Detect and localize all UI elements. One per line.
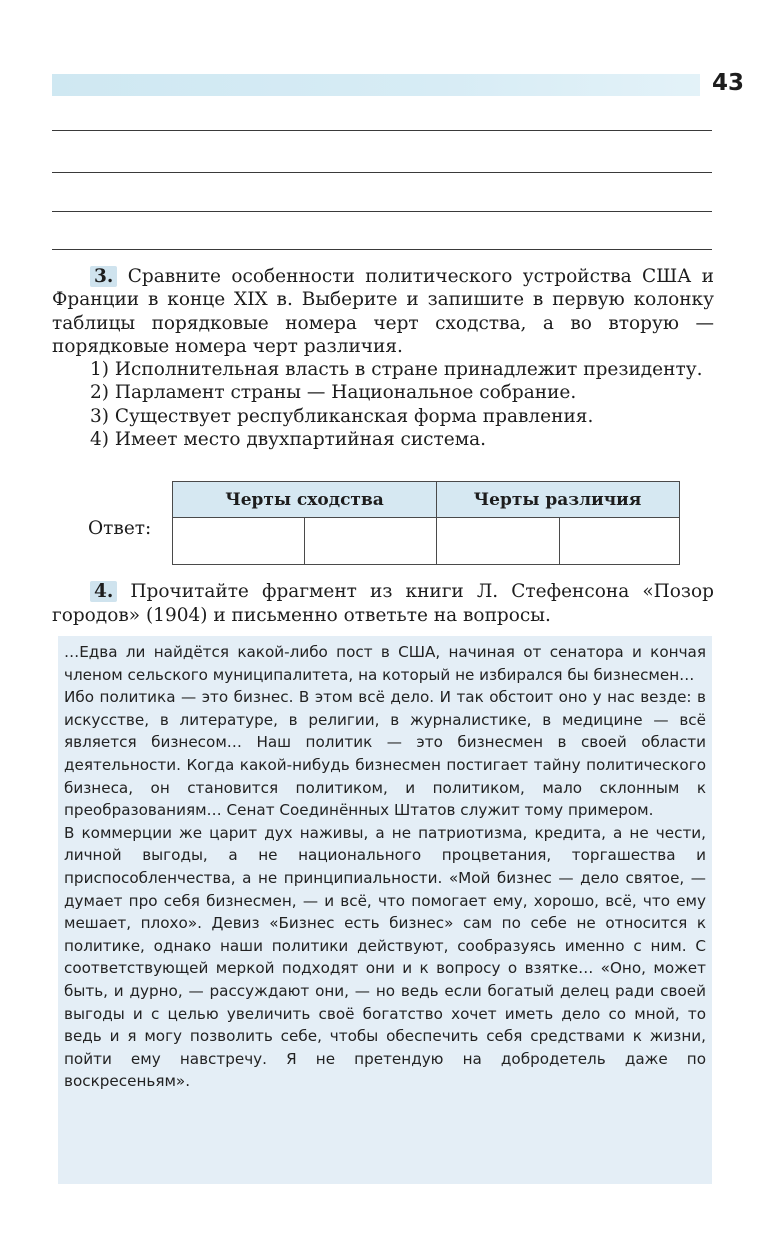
quote-paragraph: …Едва ли найдётся какой-либо пост в США, начиная от сенатора и кончая членом сельского муниципалитета, на который не избирался бы бизнесмен… <box>64 643 706 684</box>
task-3-item: 2) Парламент страны — Национальное собрание. <box>90 382 577 404</box>
task-4 <box>52 580 714 628</box>
task-4-intro <box>52 580 714 628</box>
task-3-item: 4) Имеет место двухпартийная система. <box>90 429 487 451</box>
answer-line[interactable] <box>52 211 712 212</box>
answer-line[interactable] <box>52 249 712 250</box>
header-differences: Черты различия <box>473 490 642 510</box>
task-number: 4. <box>90 581 117 602</box>
header-similarities: Черты сходства <box>225 490 384 510</box>
page-number: 43 <box>712 70 745 96</box>
answer-label: Ответ: <box>88 518 152 539</box>
task-3-text: Сравните особенности политического устройства США и Франции в конце XIX в. Выберите и запишите в первую колонку таблицы порядковые номера черт сходства, а во вторую — порядковые номера черт различия. <box>52 266 714 357</box>
answer-table-header <box>173 482 679 518</box>
quote-text <box>64 641 706 1093</box>
answer-line[interactable] <box>52 172 712 173</box>
header-band <box>52 74 700 96</box>
task-number: 3. <box>90 266 117 287</box>
answer-cell[interactable] <box>173 518 304 564</box>
task-3-item: 1) Исполнительная власть в стране принадлежит президенту. <box>90 359 703 381</box>
task-4-text: Прочитайте фрагмент из книги Л. Стефенсона «Позор городов» (1904) и письменно ответьте на вопросы. <box>52 581 714 626</box>
task-3-intro <box>52 265 714 358</box>
answer-table <box>172 481 680 565</box>
answer-line[interactable] <box>52 130 712 131</box>
quote-paragraph: В коммерции же царит дух наживы, а не патриотизма, кредита, а не чести, личной выгоды, а не национального процветания, торгашества и приспособленчества, а не принципиальности. «Мой бизнес — дело святое, — думает про себя бизнесмен, — и всё, что помогает ему, хорошо, всё, что ему мешает, плохо». Девиз «Бизнес есть бизнес» сам по себе не относится к политике, однако наши политики действуют, сообразуясь именно с ним. С соответствующей меркой подходят они и к вопросу о взятке… «Оно, может быть, и дурно, — рассуждают они, — но ведь если богатый делец ради своей выгоды и с целью увеличить своё богатство хочет иметь дело со мной, то ведь и я могу позволить себе, чтобы обеспечить себя средствами к жизни, пойти ему навстречу. Я не претендую на добродетель даже по воскресеньям». <box>64 823 706 1091</box>
quote-paragraph: Ибо политика — это бизнес. В этом всё дело. И так обстоит оно у нас везде: в искусстве, в литературе, в религии, в журналистике, в медицине — всё является бизнесом… Наш политик — это бизнесмен в своей области деятельности. Когда какой-нибудь бизнесмен постигает тайну политического бизнеса, он становится политиком, и политиком, мало склонным к преобразованиям… Сенат Соединённых Штатов служит тому примером. <box>64 688 706 820</box>
task-3-item: 3) Существует республиканская форма правления. <box>90 405 594 427</box>
answer-cell[interactable] <box>437 518 559 564</box>
answer-cell[interactable] <box>305 518 436 564</box>
answer-cell[interactable] <box>560 518 679 564</box>
task-3 <box>52 265 714 451</box>
